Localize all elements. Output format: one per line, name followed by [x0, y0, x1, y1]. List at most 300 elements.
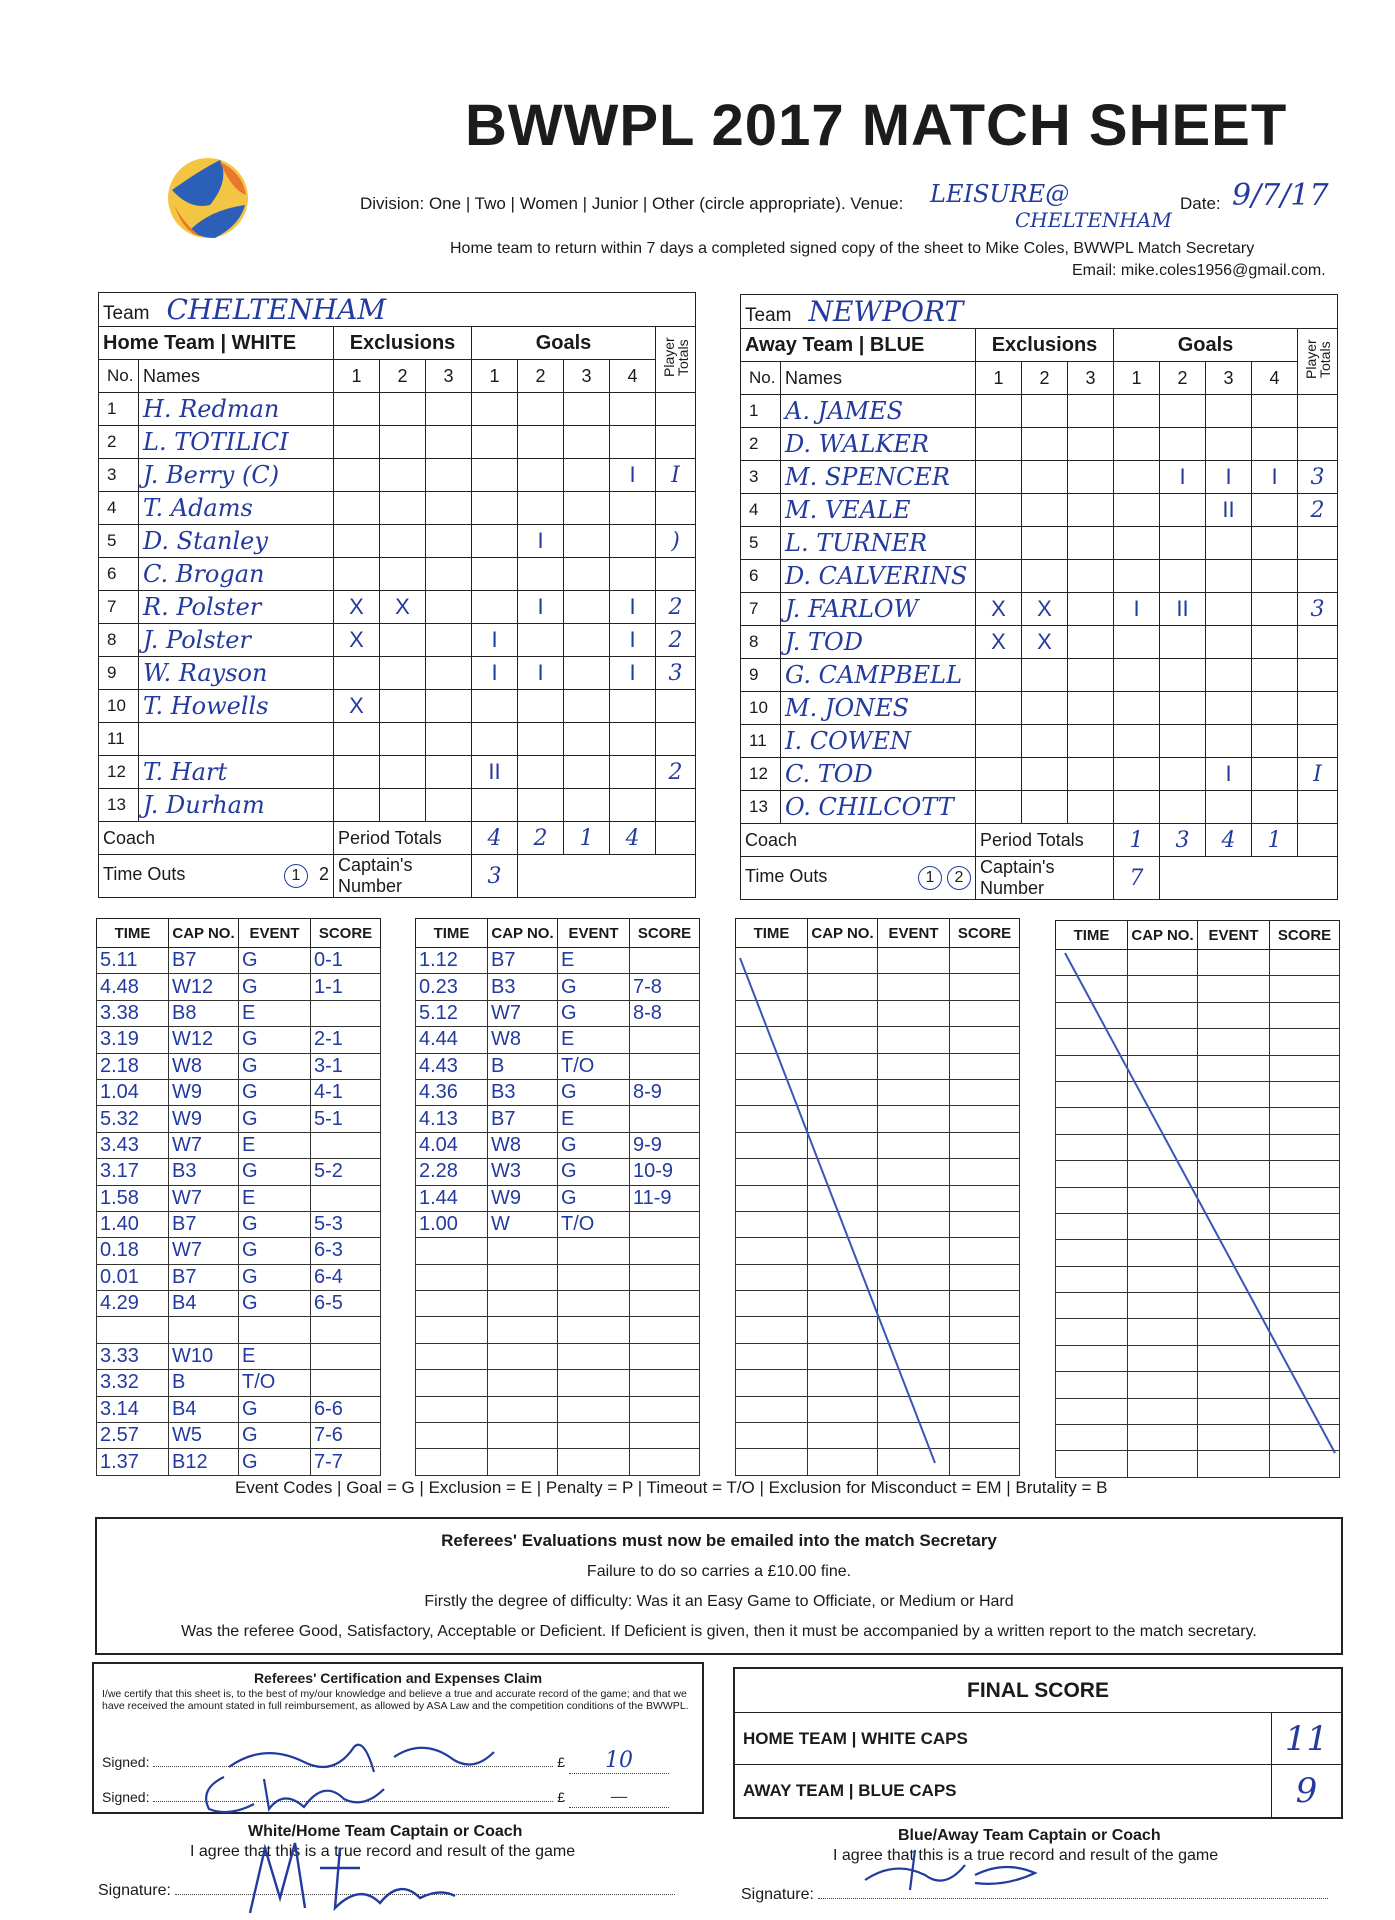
away-goal-mark: [1114, 626, 1160, 659]
away-exclusion-mark: [976, 428, 1022, 461]
home-exclusion-mark: [334, 426, 380, 459]
home-goal-col-1: 1: [472, 360, 518, 393]
away-goal-mark: [1252, 725, 1298, 758]
home-goal-mark: I: [518, 525, 564, 558]
log-time: [416, 1291, 488, 1317]
home-goal-mark: I: [518, 657, 564, 690]
log-cap-no: B3: [488, 974, 558, 1000]
log-cap-no: [488, 1396, 558, 1422]
away-player-total: 3: [1298, 593, 1338, 626]
home-exclusion-mark: [426, 789, 472, 822]
log1-row: [97, 1264, 381, 1290]
home-goal-mark: [472, 690, 518, 723]
log-cap-no: W8: [488, 1132, 558, 1158]
log-time: [416, 1264, 488, 1290]
final-away-score: 9: [1271, 1765, 1341, 1817]
home-goal-mark: [564, 591, 610, 624]
log-time: 1.58: [97, 1185, 169, 1211]
home-goal-mark: [472, 492, 518, 525]
away-goal-mark: [1252, 527, 1298, 560]
log-score: [630, 1370, 700, 1396]
away-exclusion-mark: [1068, 791, 1114, 824]
home-team-table: [98, 292, 696, 898]
log2-row: [416, 1211, 700, 1237]
log-cap-no: W: [488, 1211, 558, 1237]
log-time: 4.43: [416, 1053, 488, 1079]
away-goal-mark: I: [1160, 461, 1206, 494]
away-exclusion-mark: [1068, 527, 1114, 560]
log4-score-header: SCORE: [1270, 921, 1340, 950]
away-goal-mark: [1252, 758, 1298, 791]
log2-row: [416, 1343, 700, 1369]
log1-row: [97, 1370, 381, 1396]
log-cap-no: [169, 1317, 239, 1343]
away-exclusion-mark: [976, 527, 1022, 560]
away-exclusion-mark: [976, 758, 1022, 791]
home-player-number: 6: [99, 558, 139, 591]
home-team-name: CHELTENHAM: [166, 293, 386, 326]
home-exclusion-mark: [426, 459, 472, 492]
home-exclusion-mark: [380, 723, 426, 756]
log-score: [311, 1317, 381, 1343]
log-event: G: [239, 948, 311, 974]
home-period-totals-label: Period Totals: [334, 822, 472, 855]
log2-row: [416, 974, 700, 1000]
home-player-name: [139, 723, 334, 756]
event-codes-legend: Event Codes | Goal = G | Exclusion = E | Penalty = P | Timeout = T/O | Exclusion for Misconduct = EM | Brutality = B: [235, 1478, 1108, 1497]
home-goal-mark: [564, 756, 610, 789]
log2-row: [416, 1370, 700, 1396]
log-event: [558, 1291, 630, 1317]
log-time: [416, 1370, 488, 1396]
away-goal-mark: [1206, 395, 1252, 428]
log-cap-no: [488, 1343, 558, 1369]
log3-crossout-line: [735, 948, 1035, 1468]
away-player-row: [741, 692, 1338, 725]
log-time: 2.57: [97, 1423, 169, 1449]
log1-row: [97, 1106, 381, 1132]
away-exclusion-mark: [1022, 725, 1068, 758]
log-score: 6-6: [311, 1396, 381, 1422]
log-cap-no: W9: [169, 1079, 239, 1105]
log-time: 5.12: [416, 1000, 488, 1026]
away-exclusion-mark: [1022, 560, 1068, 593]
away-goal-mark: [1252, 428, 1298, 461]
away-player-row: [741, 725, 1338, 758]
home-exclusion-mark: [426, 558, 472, 591]
away-player-name: O. CHILCOTT: [781, 791, 976, 824]
away-exclusion-mark: [976, 395, 1022, 428]
home-goal-mark: I: [472, 657, 518, 690]
log-cap-no: W7: [169, 1185, 239, 1211]
away-player-total: 3: [1298, 461, 1338, 494]
referee-certification-box: [92, 1662, 704, 1814]
log-event: G: [239, 1211, 311, 1237]
log1-score-header: SCORE: [311, 919, 381, 948]
final-home-score: 11: [1271, 1713, 1341, 1765]
home-player-number: 12: [99, 756, 139, 789]
away-exclusion-mark: [976, 494, 1022, 527]
log-event: G: [239, 1449, 311, 1475]
away-player-row: [741, 461, 1338, 494]
home-player-total: I: [656, 459, 696, 492]
log-event: T/O: [239, 1370, 311, 1396]
away-goal-mark: [1206, 560, 1252, 593]
away-goal-mark: [1114, 428, 1160, 461]
away-player-number: 2: [741, 428, 781, 461]
log-cap-no: W8: [488, 1027, 558, 1053]
away-captain-signature: [855, 1835, 1055, 1895]
away-exclusion-mark: [1068, 560, 1114, 593]
home-player-name: R. Polster: [139, 591, 334, 624]
away-player-total: [1298, 725, 1338, 758]
away-player-total: [1298, 659, 1338, 692]
away-player-total: [1298, 791, 1338, 824]
home-player-total: ): [656, 525, 696, 558]
home-period-total-3: 1: [564, 822, 610, 855]
away-player-name: G. CAMPBELL: [781, 659, 976, 692]
home-goal-col-4: 4: [610, 360, 656, 393]
home-player-name: J. Durham: [139, 789, 334, 822]
home-exclusion-mark: [380, 756, 426, 789]
home-player-total: [656, 558, 696, 591]
log2-row: [416, 1159, 700, 1185]
home-exclusion-col-1: 1: [334, 360, 380, 393]
away-exclusion-mark: [1022, 461, 1068, 494]
final-score-title: FINAL SCORE: [735, 1669, 1341, 1713]
log1-row: [97, 1291, 381, 1317]
home-player-row: [99, 591, 696, 624]
away-player-row: [741, 593, 1338, 626]
home-names-header: Names: [139, 360, 334, 393]
home-exclusion-mark: [334, 723, 380, 756]
log-score: [630, 1238, 700, 1264]
away-exclusion-mark: [1022, 692, 1068, 725]
log3-time-header: TIME: [736, 919, 808, 948]
log-cap-no: B: [488, 1053, 558, 1079]
log-score: [311, 1343, 381, 1369]
home-exclusion-mark: [426, 756, 472, 789]
away-exclusion-mark: [1022, 791, 1068, 824]
log-score: [630, 1053, 700, 1079]
away-player-number: 12: [741, 758, 781, 791]
home-player-name: D. Stanley: [139, 525, 334, 558]
home-coach-label: Coach: [99, 822, 334, 855]
home-goal-mark: [564, 459, 610, 492]
log2-row: [416, 1053, 700, 1079]
away-player-name: M. JONES: [781, 692, 976, 725]
log-cap-no: [488, 1291, 558, 1317]
home-signature-line: Signature:: [98, 1882, 675, 1900]
log-event: E: [239, 1000, 311, 1026]
log-score: [311, 1132, 381, 1158]
away-captain-number: 7: [1114, 857, 1160, 900]
page-title: BWWPL 2017 MATCH SHEET: [465, 93, 1288, 158]
referee-line-4: Was the referee Good, Satisfactory, Acceptable or Deficient. If Deficient is given, then it must be accompanied by a written report to the match secretary.: [181, 1623, 1257, 1640]
log1-time-header: TIME: [97, 919, 169, 948]
log2-score-header: SCORE: [630, 919, 700, 948]
home-goal-mark: [610, 789, 656, 822]
log-event: [558, 1238, 630, 1264]
log-event: [558, 1396, 630, 1422]
log-cap-no: B4: [169, 1291, 239, 1317]
log-score: 9-9: [630, 1132, 700, 1158]
away-goal-mark: [1206, 428, 1252, 461]
away-goal-mark: [1252, 395, 1298, 428]
away-exclusion-mark: [976, 692, 1022, 725]
log-event: G: [558, 1185, 630, 1211]
log-cap-no: W7: [169, 1238, 239, 1264]
log-time: 2.28: [416, 1159, 488, 1185]
home-return-instructions: Home team to return within 7 days a completed signed copy of the sheet to Mike Coles, BWWPL Match Secretary: [450, 240, 1255, 257]
home-captain-agree: I agree that this is a true record and result of the game: [190, 1843, 576, 1860]
referee-evaluation-box: [95, 1517, 1343, 1655]
away-player-total: [1298, 626, 1338, 659]
away-goal-mark: [1114, 560, 1160, 593]
log-score: 6-4: [311, 1264, 381, 1290]
log-time: 4.36: [416, 1079, 488, 1105]
home-goal-mark: I: [610, 624, 656, 657]
home-timeout-1: 1: [284, 864, 308, 888]
away-team-name: NEWPORT: [808, 295, 964, 328]
log-time: 1.44: [416, 1185, 488, 1211]
away-names-header: Names: [781, 362, 976, 395]
log-score: [630, 1423, 700, 1449]
home-player-row: [99, 426, 696, 459]
away-player-total: 2: [1298, 494, 1338, 527]
log-score: 7-6: [311, 1423, 381, 1449]
away-player-name: A. JAMES: [781, 395, 976, 428]
away-exclusion-mark: [1068, 725, 1114, 758]
away-team-table: [740, 294, 1338, 900]
log-score: [630, 1449, 700, 1475]
home-goal-mark: [472, 789, 518, 822]
home-exclusion-mark: [334, 459, 380, 492]
final-home-label: HOME TEAM | WHITE CAPS: [743, 1729, 968, 1748]
log-score: [630, 948, 700, 974]
away-goal-mark: [1160, 428, 1206, 461]
log-time: 1.04: [97, 1079, 169, 1105]
away-exclusion-mark: X: [1022, 626, 1068, 659]
away-period-totals-label: Period Totals: [976, 824, 1114, 857]
log1-row: [97, 974, 381, 1000]
log-cap-no: W10: [169, 1343, 239, 1369]
log1-row: [97, 1238, 381, 1264]
log2-time-header: TIME: [416, 919, 488, 948]
away-goal-mark: II: [1206, 494, 1252, 527]
log2-row: [416, 1132, 700, 1158]
away-player-row: [741, 527, 1338, 560]
referee-line-1: Referees' Evaluations must now be emailed into the match Secretary: [441, 1531, 997, 1550]
log-time: 4.48: [97, 974, 169, 1000]
log-time: 1.37: [97, 1449, 169, 1475]
home-exclusion-mark: [334, 789, 380, 822]
home-player-row: [99, 723, 696, 756]
home-player-name: J. Polster: [139, 624, 334, 657]
log-cap-no: B3: [169, 1159, 239, 1185]
away-goal-col-4: 4: [1252, 362, 1298, 395]
log-score: [630, 1027, 700, 1053]
home-exclusion-mark: [380, 393, 426, 426]
referee-line-3: Firstly the degree of difficulty: Was it an Easy Game to Officiate, or Medium or Hard: [424, 1593, 1014, 1610]
home-goal-mark: [472, 723, 518, 756]
away-goal-mark: I: [1206, 461, 1252, 494]
log-time: [416, 1343, 488, 1369]
log-time: 2.18: [97, 1053, 169, 1079]
away-player-name: M. SPENCER: [781, 461, 976, 494]
log-score: [630, 1396, 700, 1422]
away-goal-mark: [1252, 626, 1298, 659]
log1-row: [97, 1317, 381, 1343]
away-goal-mark: [1114, 395, 1160, 428]
home-player-total: [656, 492, 696, 525]
home-exclusion-mark: [380, 426, 426, 459]
home-exclusion-mark: [334, 558, 380, 591]
away-exclusion-mark: [1022, 494, 1068, 527]
away-goals-header: Goals: [1114, 329, 1298, 362]
away-goal-col-1: 1: [1114, 362, 1160, 395]
log1-row: [97, 1211, 381, 1237]
home-player-name: T. Howells: [139, 690, 334, 723]
log-time: 1.40: [97, 1211, 169, 1237]
log-event: [558, 1449, 630, 1475]
home-exclusion-col-2: 2: [380, 360, 426, 393]
away-exclusion-mark: [1068, 626, 1114, 659]
home-player-name: W. Rayson: [139, 657, 334, 690]
log1-row: [97, 1000, 381, 1026]
home-player-number: 4: [99, 492, 139, 525]
referee-signature-2: [194, 1769, 414, 1817]
home-player-number: 11: [99, 723, 139, 756]
away-goal-mark: [1206, 725, 1252, 758]
home-exclusion-mark: [426, 624, 472, 657]
log1-row: [97, 1343, 381, 1369]
log-cap-no: [488, 1423, 558, 1449]
home-goal-mark: [518, 558, 564, 591]
home-player-number: 10: [99, 690, 139, 723]
home-exclusion-mark: [334, 756, 380, 789]
log-cap-no: [488, 1264, 558, 1290]
log-score: 4-1: [311, 1079, 381, 1105]
away-player-row: [741, 791, 1338, 824]
away-exclusion-mark: [1068, 659, 1114, 692]
home-player-row: [99, 624, 696, 657]
away-signature-line: Signature:: [741, 1886, 1328, 1904]
away-player-name: J. FARLOW: [781, 593, 976, 626]
log-event: G: [239, 1396, 311, 1422]
home-player-row: [99, 657, 696, 690]
home-player-total: [656, 426, 696, 459]
away-goal-mark: [1114, 494, 1160, 527]
log1-row: [97, 1159, 381, 1185]
away-player-row: [741, 626, 1338, 659]
log-score: 8-8: [630, 1000, 700, 1026]
log2-row: [416, 1396, 700, 1422]
home-exclusion-mark: [380, 558, 426, 591]
home-period-total-1: 4: [472, 822, 518, 855]
log-score: 8-9: [630, 1079, 700, 1105]
home-goal-mark: [610, 393, 656, 426]
log2-row: [416, 948, 700, 974]
home-player-row: [99, 492, 696, 525]
home-exclusion-mark: [334, 525, 380, 558]
away-exclusion-mark: [976, 725, 1022, 758]
home-goal-mark: I: [610, 591, 656, 624]
away-exclusions-header: Exclusions: [976, 329, 1114, 362]
home-player-name: L. TOTILICI: [139, 426, 334, 459]
log-score: 1-1: [311, 974, 381, 1000]
log-cap-no: W12: [169, 974, 239, 1000]
away-player-total: I: [1298, 758, 1338, 791]
log-cap-no: B8: [169, 1000, 239, 1026]
home-player-number: 5: [99, 525, 139, 558]
home-goal-mark: [472, 591, 518, 624]
home-goal-col-2: 2: [518, 360, 564, 393]
away-player-row: [741, 428, 1338, 461]
referee-signed-line-2: Signed: £ —: [102, 1786, 669, 1808]
home-timeouts: [99, 855, 334, 898]
division-line: Division: One | Two | Women | Junior | Other (circle appropriate). Venue:: [360, 194, 904, 213]
log-event: G: [558, 1159, 630, 1185]
away-timeouts-label: Time Outs: [745, 866, 828, 886]
log-score: 2-1: [311, 1027, 381, 1053]
home-exclusion-mark: [426, 492, 472, 525]
home-player-row: [99, 393, 696, 426]
log-event: T/O: [558, 1053, 630, 1079]
away-goal-mark: II: [1160, 593, 1206, 626]
log2-row: [416, 1079, 700, 1105]
home-player-number: 3: [99, 459, 139, 492]
log-time: [416, 1238, 488, 1264]
event-log-1: [96, 918, 381, 1476]
away-player-total: [1298, 527, 1338, 560]
away-goal-mark: [1252, 494, 1298, 527]
secretary-email: Email: mike.coles1956@gmail.com.: [1072, 262, 1326, 279]
log-time: 3.14: [97, 1396, 169, 1422]
log1-event-header: EVENT: [239, 919, 311, 948]
home-player-number: 7: [99, 591, 139, 624]
log-event: G: [558, 974, 630, 1000]
away-goal-mark: [1160, 626, 1206, 659]
log-time: 4.04: [416, 1132, 488, 1158]
away-goal-mark: [1160, 758, 1206, 791]
away-exclusion-mark: [1068, 494, 1114, 527]
log2-row: [416, 1317, 700, 1343]
home-player-total: [656, 393, 696, 426]
home-player-total: 2: [656, 624, 696, 657]
away-goal-mark: [1114, 659, 1160, 692]
away-exclusion-mark: [1068, 395, 1114, 428]
home-goal-mark: [518, 756, 564, 789]
away-exclusion-mark: X: [1022, 593, 1068, 626]
home-player-total: 2: [656, 591, 696, 624]
away-player-total: [1298, 395, 1338, 428]
log-score: [630, 1211, 700, 1237]
log-cap-no: B7: [169, 948, 239, 974]
home-exclusion-mark: [380, 492, 426, 525]
log-time: 3.33: [97, 1343, 169, 1369]
home-player-name: J. Berry (C): [139, 459, 334, 492]
home-goals-header: Goals: [472, 327, 656, 360]
away-exclusion-mark: [1022, 659, 1068, 692]
away-exclusion-mark: [976, 461, 1022, 494]
away-goal-mark: I: [1114, 593, 1160, 626]
away-captain-agree: I agree that this is a true record and result of the game: [833, 1847, 1219, 1864]
log-cap-no: W7: [488, 1000, 558, 1026]
away-player-totals-header: Player Totals: [1298, 329, 1338, 395]
log2-event-header: EVENT: [558, 919, 630, 948]
home-captain-number: 3: [472, 855, 518, 898]
